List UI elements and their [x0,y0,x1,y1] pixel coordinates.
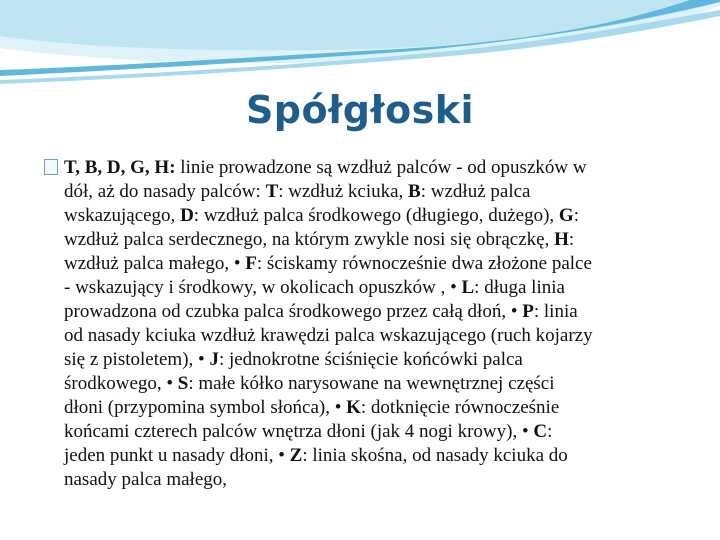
text-segment: środkowego, • [64,373,178,394]
text-segment: końcami czterech palców wnętrza dłoni (jak 4 nogi krowy), • [64,421,534,442]
text-segment: prowadzona od czubka palca środkowego przez całą dłoń, • [64,301,523,322]
text-segment: : linia skośna, od nasady kciuka do [302,445,568,466]
text-segment: : linia [533,301,578,322]
text-segment: jeden punkt u nasady dłoni, • [64,445,290,466]
letter-label: J [209,349,219,370]
text-line [64,276,684,300]
text-segment: : [573,205,579,226]
body-paragraph [64,156,684,492]
letter-label: Z [289,445,303,466]
text-line [64,420,684,444]
text-segment: - wskazujący i środkowy, w okolicach opuszków , • [64,277,462,298]
text-segment: : małe kółko narysowane na wewnętrznej części [188,373,555,394]
text-line [64,180,684,204]
text-segment: nasady palca małego, [64,469,228,490]
text-segment: : [568,229,575,250]
text-segment: wskazującego, [64,205,181,226]
letter-label: C [533,421,548,442]
letter-label: S [177,373,189,394]
text-line [64,324,684,348]
text-line [64,396,684,420]
text-segment: dłoni (przypomina symbol słońca), • [64,397,347,418]
text-segment: wzdłuż palca małego, • [64,253,246,274]
letter-label: L [461,277,475,298]
text-line [64,204,684,228]
text-line [64,252,684,276]
text-segment: : długa linia [474,277,565,298]
text-line [64,468,684,492]
text-line [64,300,684,324]
bullet-box-icon [44,159,58,175]
text-segment: : jednokrotne ściśnięcie końcówki palca [218,349,523,370]
text-line [64,444,684,468]
letter-label: F [245,253,257,274]
letter-label: T, B, D, G, H: [64,157,176,178]
header-wave-decoration [0,0,720,100]
letter-label: D [180,205,194,226]
text-segment: : ściskamy równocześnie dwa złożone palce [256,253,592,274]
text-segment: dół, aż do nasady palców: [64,181,266,202]
letter-label: K [346,397,361,418]
slide-title: Spółgłoski [245,88,475,132]
letter-label: P [522,301,534,322]
letter-label: G [558,205,574,226]
letter-label: H [554,229,569,250]
text-line [64,372,684,396]
text-line [64,228,684,252]
text-segment: : wzdłuż palca środkowego (długiego, dużego), [193,205,559,226]
text-segment: linie prowadzone są wzdłuż palców - od opuszków w [175,157,587,178]
text-segment: wzdłuż palca serdecznego, na którym zwykle nosi się obrączkę, [64,229,555,250]
text-segment: się z pistoletem), • [64,349,210,370]
letter-label: T [265,181,279,202]
letter-label: B [408,181,421,202]
text-segment: : dotknięcie równocześnie [360,397,560,418]
text-segment: : [547,421,553,442]
text-segment: : wzdłuż kciuka, [278,181,409,202]
text-segment: od nasady kciuka wzdłuż krawędzi palca wskazującego (ruch kojarzy [64,325,593,346]
text-line [64,156,684,180]
text-segment: : wzdłuż palca [420,181,531,202]
text-line [64,348,684,372]
